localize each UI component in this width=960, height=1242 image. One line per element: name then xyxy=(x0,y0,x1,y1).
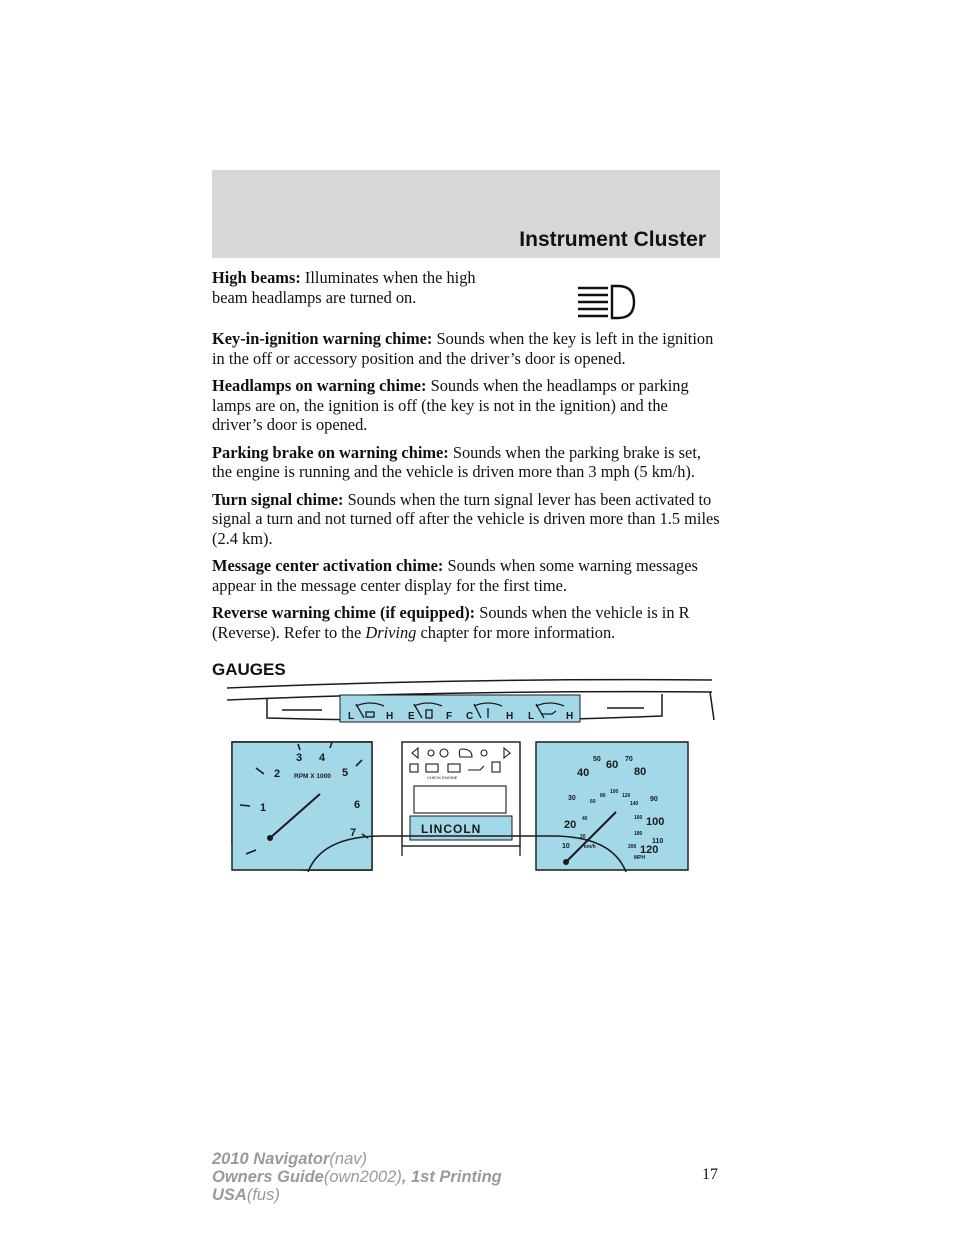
entry-key-in-ignition xyxy=(212,329,722,368)
top-gauge-label: E xyxy=(408,711,415,722)
brand-label: LINCOLN xyxy=(421,822,482,836)
footer-region-code: (fus) xyxy=(246,1186,280,1204)
speed-mph-minor: 110 xyxy=(652,838,664,845)
speed-kmh: 200 xyxy=(628,844,637,850)
tach-number: 2 xyxy=(274,768,281,780)
entry-text: Sounds when the vehicle is in R (Reverse). Refer to the xyxy=(212,603,690,642)
entry-text: chapter for more information. xyxy=(416,622,616,642)
tach-number: 4 xyxy=(319,752,326,764)
entry-term: Parking brake on warning chime: xyxy=(212,442,449,462)
high-beam-icon xyxy=(572,274,644,330)
entry-text: Sounds when the headlamps or parking lamps are on, the ignition is off (the key is not in the ignition) and the driver’s door is opened. xyxy=(212,376,689,434)
footer-region: USA xyxy=(212,1186,247,1204)
speed-mph-minor: 30 xyxy=(568,795,576,802)
section-title-gauges: GAUGES xyxy=(212,660,286,679)
top-gauge-label: H xyxy=(566,711,574,722)
page-title: Instrument Cluster xyxy=(519,228,706,251)
top-gauge-label: H xyxy=(386,711,394,722)
speed-mph-minor: 50 xyxy=(593,756,601,763)
top-gauge-label: L xyxy=(348,711,355,722)
footer-guide: Owners Guide xyxy=(212,1168,324,1186)
tach-unit-label: RPM X 1000 xyxy=(294,773,331,780)
speed-kmh: 20 xyxy=(580,834,586,840)
speed-mph-minor: 90 xyxy=(650,796,658,803)
speed-kmh: 180 xyxy=(634,831,643,837)
speed-kmh: 100 xyxy=(610,789,619,795)
speed-kmh: 140 xyxy=(630,801,639,807)
footer-line-1 xyxy=(212,1150,502,1168)
footer-line-2 xyxy=(212,1168,502,1186)
speed-mph-major: 80 xyxy=(634,766,647,778)
footer xyxy=(212,1150,502,1204)
tach-number: 3 xyxy=(296,752,303,764)
footer-model: 2010 Navigator xyxy=(212,1150,330,1168)
speed-kmh: 60 xyxy=(590,799,596,805)
instrument-cluster-illustration xyxy=(222,660,722,880)
speed-mph-major: 20 xyxy=(564,819,577,831)
entry-high-beams xyxy=(212,268,502,307)
speed-kmh: 120 xyxy=(622,793,631,799)
entry-term: Message center activation chime: xyxy=(212,556,444,575)
top-gauge-label: C xyxy=(466,711,474,722)
footer-model-code: (nav) xyxy=(329,1150,367,1168)
entry-term: Reverse warning chime (if equipped): xyxy=(212,603,476,622)
entry-term: High beams: xyxy=(212,268,301,287)
speed-kmh: 40 xyxy=(582,816,588,822)
footer-printing: , 1st Printing xyxy=(401,1168,502,1186)
entry-term: Key-in-ignition warning chime: xyxy=(212,329,433,348)
top-gauge-label: L xyxy=(528,711,535,722)
tach-number: 6 xyxy=(354,799,361,811)
entry-text: Sounds when the turn signal lever has been activated to signal a turn and not turned off after the vehicle is driven more than 1.5 miles (2.4 km). xyxy=(212,489,720,548)
entry-text: Sounds when the key is left in the ignition in the off or accessory position and the driver’s door is opened. xyxy=(212,329,714,368)
entry-reverse-warning xyxy=(212,603,722,642)
top-gauge-label: H xyxy=(506,711,514,722)
speed-mph-major: 100 xyxy=(646,816,665,828)
tach-number: 5 xyxy=(342,767,349,779)
tach-number: 7 xyxy=(350,827,357,839)
page-number: 17 xyxy=(702,1166,718,1183)
speed-mph-major: 40 xyxy=(577,767,590,779)
footer-line-3 xyxy=(212,1186,502,1204)
entry-message-center xyxy=(212,556,722,595)
speed-mph-major: 120 xyxy=(640,844,659,856)
entry-parking-brake xyxy=(212,443,722,482)
entry-text: Sounds when the parking brake is set, the engine is running and the vehicle is driven more than 3 mph (5 km/h). xyxy=(212,442,701,481)
message-center-display xyxy=(414,786,506,813)
speed-mph-minor: 10 xyxy=(562,843,570,850)
entry-emphasis: Driving xyxy=(365,622,417,642)
dash-top-line xyxy=(227,680,712,688)
footer-guide-code: (own2002) xyxy=(323,1168,402,1186)
speed-kmh: 80 xyxy=(600,793,606,799)
main-content xyxy=(212,268,722,680)
tach-number: 1 xyxy=(260,802,267,814)
entry-term: Headlamps on warning chime: xyxy=(212,376,427,395)
speed-kmh: 160 xyxy=(634,815,643,821)
speed-mph-minor: 70 xyxy=(625,756,633,763)
header-band xyxy=(212,170,720,258)
speed-mph-major: 60 xyxy=(606,759,619,771)
entry-turn-signal xyxy=(212,490,722,549)
entry-term: Turn signal chime: xyxy=(212,489,344,509)
speed-unit-mph: MPH xyxy=(634,855,646,861)
entry-text: Illuminates when the high beam headlamps are turned on. xyxy=(212,268,476,307)
speed-unit-kmh: km/h xyxy=(584,844,596,850)
entry-text: Sounds when some warning messages appear in the message center display for the first time. xyxy=(212,556,698,595)
check-engine-label: CHECK ENGINE xyxy=(427,775,458,780)
entry-headlamps-on xyxy=(212,376,722,435)
top-gauge-label: F xyxy=(446,711,453,722)
